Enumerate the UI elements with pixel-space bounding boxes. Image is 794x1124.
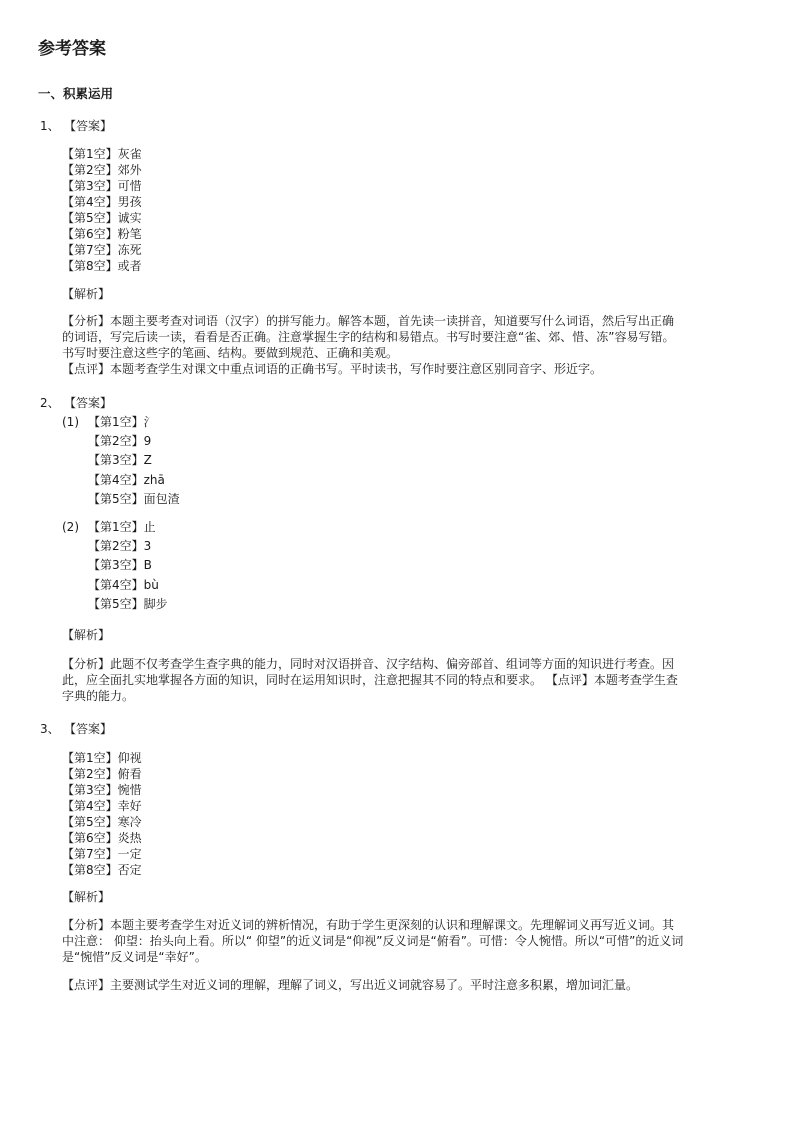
blank-answer: 【第5空】诚实: [62, 211, 142, 225]
comment-line: 【点评】本题考查学生对课文中重点词语的正确书写。平时读书，写作时要注意区别同音字、形近字。: [62, 362, 603, 376]
analysis-label: 【解析】: [62, 287, 111, 301]
blank-answer: 【第2空】9: [88, 434, 152, 449]
analysis-line: 【分析】本题主要考查学生对近义词的辨析情况，有助于学生更深刻的认识和理解课文。先理解词义再写近义词。其: [62, 918, 675, 932]
question-number: 3、: [40, 722, 60, 736]
blank-answer: 【第5空】寒冷: [62, 815, 142, 829]
question-1-blanks: [62, 146, 142, 274]
blank-answer: 【第7空】冻死: [62, 243, 142, 257]
blank-answer: 【第4空】幸好: [62, 799, 142, 813]
analysis-line: 是“惋惜”反义词是“幸好”。: [62, 950, 207, 964]
analysis-line: 此，应全面扎实地掌握各方面的知识，同时在运用知识时，注意把握其不同的特点和要求。 【点评】本题考查学生查: [62, 673, 678, 687]
section-heading: 一、积累运用: [38, 86, 114, 101]
blank-answer: 【第2空】郊外: [62, 163, 142, 177]
analysis-line: 书写时要注意这些字的笔画、结构。要做到规范、正确和美观。: [62, 346, 399, 360]
blank-answer: 【第2空】俯看: [62, 767, 142, 781]
blank-answer: 【第1空】止: [88, 520, 156, 534]
analysis-line: 【分析】本题主要考查对词语（汉字）的拼写能力。解答本题，首先读一读拼音，知道要写什么词语，然后写出正确: [62, 314, 675, 328]
answer-label: 【答案】: [64, 722, 113, 736]
blank-answer: 【第6空】粉笔: [62, 227, 142, 241]
question-3-blanks: [62, 750, 142, 878]
question-3-comment: [62, 977, 722, 993]
blank-answer: 【第4空】男孩: [62, 195, 142, 209]
page-title: 参考答案: [38, 39, 106, 59]
blank-answer: 【第3空】Z: [88, 453, 152, 468]
blank-answer: 【第3空】惋惜: [62, 783, 142, 797]
blank-answer: 【第8空】否定: [62, 863, 142, 877]
question-2-part-2: [62, 518, 168, 614]
question-2-header: [40, 395, 112, 411]
analysis-label: 【解析】: [62, 890, 111, 904]
question-1-analysis: [62, 313, 722, 377]
answer-label: 【答案】: [64, 396, 113, 410]
blank-answer: 【第3空】B: [88, 558, 152, 573]
analysis-label: 【解析】: [62, 628, 111, 642]
sub-question-label: (2): [62, 520, 79, 534]
question-number: 2、: [40, 396, 60, 410]
analysis-line: 的词语，写完后读一读，看看是否正确。注意掌握生字的结构和易错点。书写时要注意“雀、郊、惜、冻”容易写错。: [62, 330, 675, 344]
blank-answer: 【第5空】面包渣: [88, 491, 180, 506]
blank-answer: 【第5空】脚步: [88, 596, 168, 611]
blank-answer: 【第4空】zhā: [88, 472, 165, 487]
question-2-part-1: [62, 413, 180, 509]
question-2-analysis: [62, 656, 722, 704]
analysis-line: 中注意： 仰望：抬头向上看。所以“ 仰望”的近义词是“仰视”反义词是“俯看”。可惜：令人惋惜。所以“可惜”的近义词: [62, 934, 684, 948]
blank-answer: 【第7空】一定: [62, 847, 142, 861]
analysis-line: 【分析】此题不仅考查学生查字典的能力，同时对汉语拼音、汉字结构、偏旁部首、组词等方面的知识进行考查。因: [62, 657, 675, 671]
answer-label: 【答案】: [64, 119, 113, 133]
question-1-header: [40, 118, 112, 134]
blank-answer: 【第1空】氵: [88, 415, 156, 429]
blank-answer: 【第1空】仰视: [62, 751, 142, 765]
blank-answer: 【第8空】或者: [62, 259, 142, 273]
blank-answer: 【第2空】3: [88, 539, 152, 554]
analysis-line: 字典的能力。: [62, 689, 135, 703]
question-3-analysis: [62, 917, 722, 965]
question-3-header: [40, 721, 112, 737]
blank-answer: 【第6空】炎热: [62, 831, 142, 845]
blank-answer: 【第3空】可惜: [62, 179, 142, 193]
comment-line: 【点评】主要测试学生对近义词的理解，理解了词义，写出近义词就容易了。平时注意多积累，增加词汇量。: [62, 978, 639, 992]
sub-question-label: (1): [62, 415, 79, 429]
question-number: 1、: [40, 119, 60, 133]
blank-answer: 【第1空】灰雀: [62, 147, 142, 161]
blank-answer: 【第4空】bù: [88, 577, 159, 592]
